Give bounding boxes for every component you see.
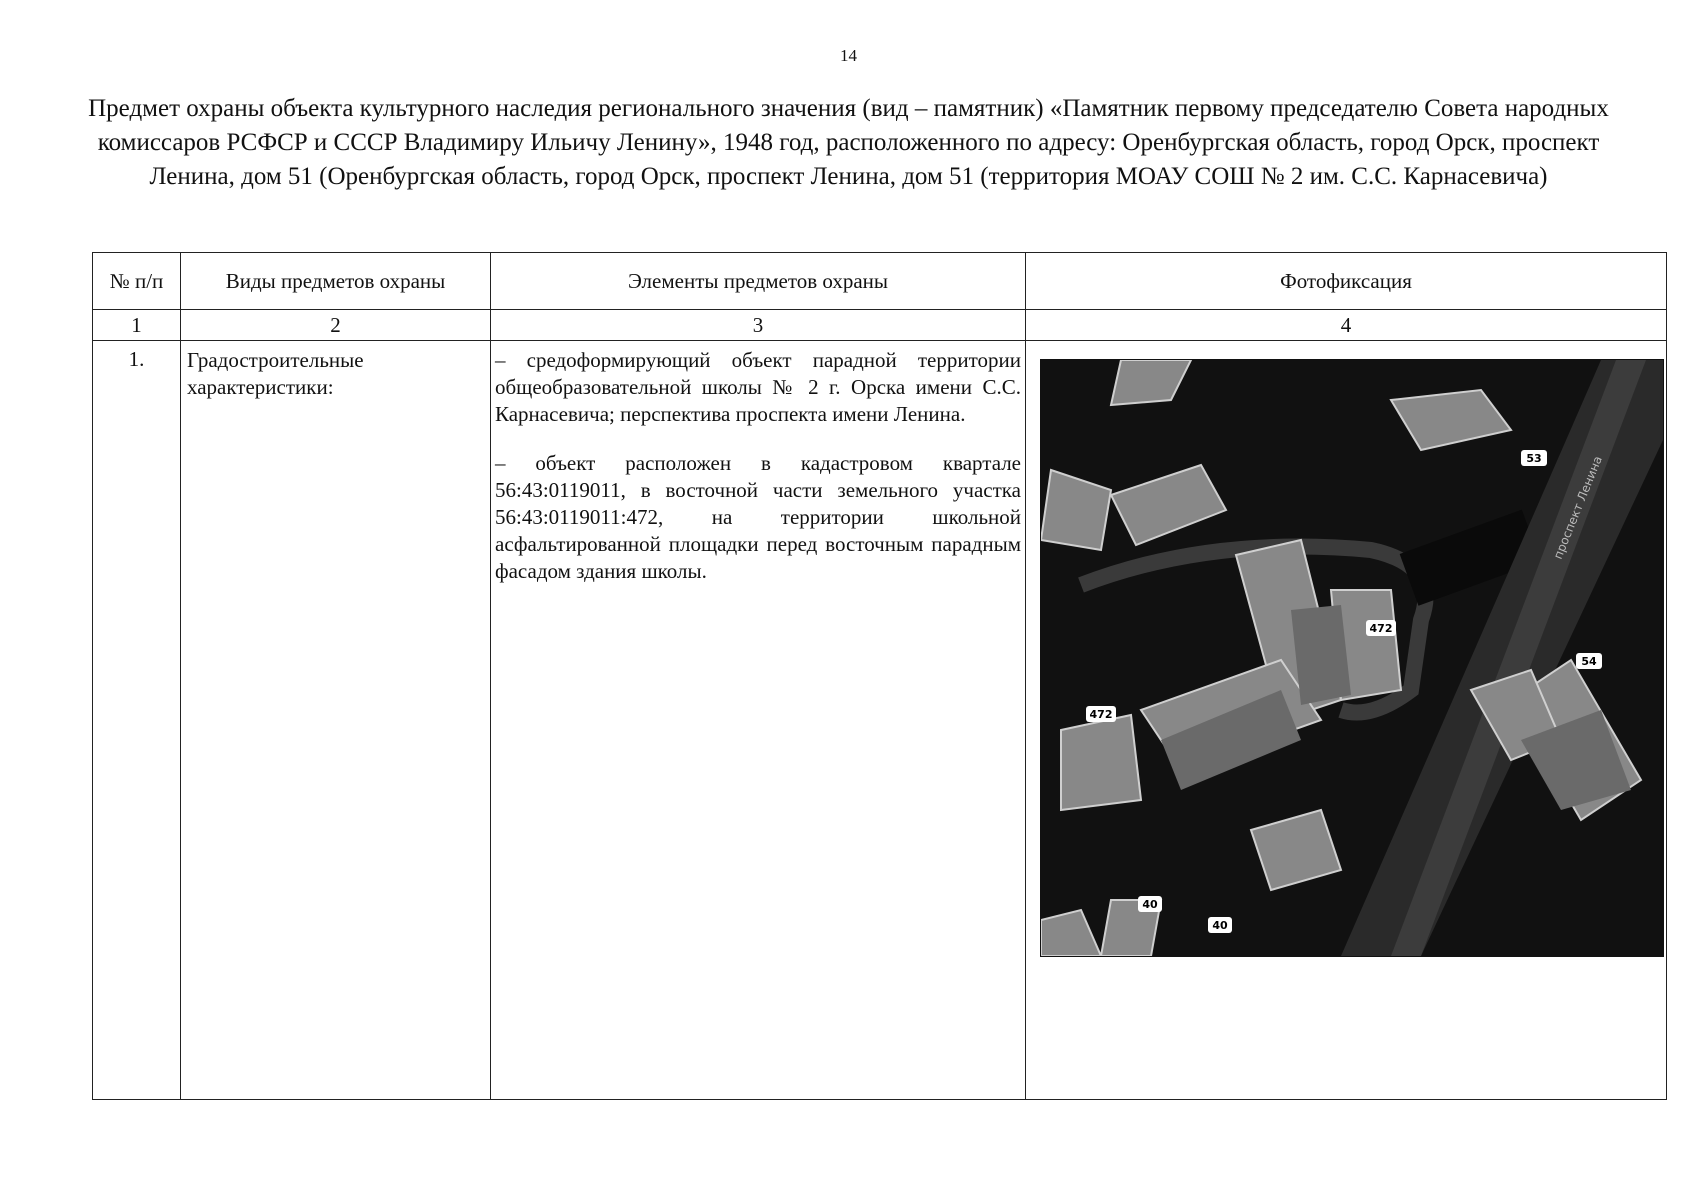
map-label: 472 — [1369, 622, 1393, 635]
header-elements: Элементы предметов охраны — [491, 253, 1026, 310]
row-number: 1. — [128, 347, 145, 371]
header-photo: Фотофиксация — [1026, 253, 1667, 310]
map-label: 40 — [1142, 898, 1158, 911]
row-number-cell — [93, 341, 181, 1100]
row-elements-cell — [491, 341, 1026, 1100]
column-number: 3 — [491, 310, 1026, 341]
street-label: проспект Ленина — [1550, 453, 1605, 562]
header-number: № п/п — [93, 253, 181, 310]
column-number: 2 — [181, 310, 491, 341]
map-label: 472 — [1089, 708, 1113, 721]
page-number: 14 — [840, 46, 857, 65]
document-title: Предмет охраны объекта культурного наследия регионального значения (вид – памятник) «Памятник первому председателю Совета народных комиссаров РСФСР и СССР Владимиру Ильичу Ленину», 1948 год, расположенного по адресу: Оренбургская область, город Орск, проспект Ленина, дом 51 (Оренбургская область, город Орск, проспект Ленина, дом 51 (территория МОАУ СОШ № 2 им. С.С. Карнасевича) — [88, 95, 1609, 190]
row-kind: Градостроительные характеристики: — [187, 348, 364, 399]
row-photo-cell — [1026, 341, 1667, 1100]
table-row — [93, 341, 1667, 1100]
table-header-row — [93, 253, 1667, 310]
element-paragraph: – объект расположен в кадастровом квартале 56:43:0119011, в восточной части земельного участка 56:43:0119011:472, на территории школьной асфальтированной площадки перед восточным парадным фасадом здания школы. — [495, 451, 1021, 583]
column-number: 1 — [93, 310, 181, 341]
aerial-map-image — [1040, 359, 1664, 957]
map-label: 53 — [1526, 452, 1542, 465]
column-number: 4 — [1026, 310, 1667, 341]
element-paragraph: – средоформирующий объект парадной территории общеобразовательной школы № 2 г. Орска имени С.С. Карнасевича; перспектива проспекта имени Ленина. — [495, 348, 1021, 426]
protection-table — [92, 252, 1667, 1100]
map-label: 40 — [1212, 919, 1228, 932]
map-label: 54 — [1581, 655, 1597, 668]
header-kinds: Виды предметов охраны — [181, 253, 491, 310]
column-number-row — [93, 310, 1667, 341]
row-kind-cell — [181, 341, 491, 1100]
